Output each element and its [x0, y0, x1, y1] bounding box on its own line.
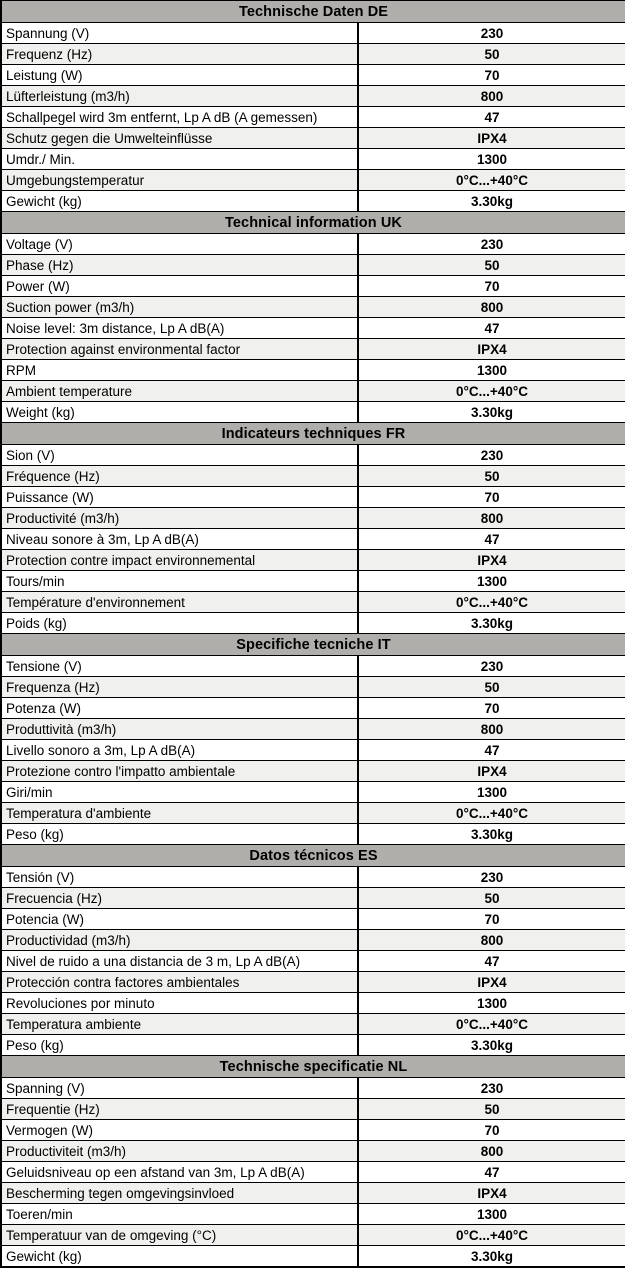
spec-label: Potencia (W): [1, 909, 358, 930]
table-row: [1, 888, 625, 909]
table-row: [1, 677, 625, 698]
spec-label: Frequentie (Hz): [1, 1099, 358, 1120]
table-row: [1, 719, 625, 740]
spec-value: 800: [358, 719, 625, 740]
spec-value: 3.30kg: [358, 191, 625, 212]
table-row: [1, 170, 625, 191]
spec-label: Potenza (W): [1, 698, 358, 719]
table-row: [1, 65, 625, 86]
spec-value: 800: [358, 86, 625, 107]
table-row: [1, 803, 625, 824]
spec-value: 47: [358, 1162, 625, 1183]
spec-label: Spanning (V): [1, 1078, 358, 1099]
spec-label: Peso (kg): [1, 1035, 358, 1056]
table-row: [1, 466, 625, 487]
section-header-row-fr: [1, 423, 625, 445]
spec-label: Tours/min: [1, 571, 358, 592]
section-header-row-de: [1, 1, 625, 23]
table-row: [1, 318, 625, 339]
spec-value: IPX4: [358, 972, 625, 993]
spec-label: Spannung (V): [1, 23, 358, 44]
spec-label: Temperatura d'ambiente: [1, 803, 358, 824]
spec-label: Productivité (m3/h): [1, 508, 358, 529]
table-row: [1, 149, 625, 170]
table-row: [1, 867, 625, 888]
spec-value: 230: [358, 656, 625, 677]
table-row: [1, 44, 625, 65]
spec-value: 47: [358, 318, 625, 339]
section-header-uk: Technical information UK: [1, 212, 625, 234]
table-row: [1, 297, 625, 318]
table-row: [1, 550, 625, 571]
spec-label: Umdr./ Min.: [1, 149, 358, 170]
spec-value: 47: [358, 740, 625, 761]
spec-value: 47: [358, 951, 625, 972]
spec-label: Puissance (W): [1, 487, 358, 508]
spec-value: 1300: [358, 360, 625, 381]
spec-value: 800: [358, 508, 625, 529]
table-row: [1, 86, 625, 107]
spec-label: Productiviteit (m3/h): [1, 1141, 358, 1162]
spec-value: 3.30kg: [358, 824, 625, 845]
spec-value: 1300: [358, 1204, 625, 1225]
spec-value: 1300: [358, 993, 625, 1014]
spec-label: Power (W): [1, 276, 358, 297]
spec-label: Lüfterleistung (m3/h): [1, 86, 358, 107]
spec-label: Frequenza (Hz): [1, 677, 358, 698]
spec-label: Vermogen (W): [1, 1120, 358, 1141]
spec-value: 47: [358, 529, 625, 550]
section-header-es: Datos técnicos ES: [1, 845, 625, 867]
spec-label: Niveau sonore à 3m, Lp A dB(A): [1, 529, 358, 550]
spec-label: Protección contra factores ambientales: [1, 972, 358, 993]
table-row: [1, 571, 625, 592]
spec-label: Ambient temperature: [1, 381, 358, 402]
spec-value: 0°C...+40°C: [358, 1014, 625, 1035]
spec-value: 230: [358, 1078, 625, 1099]
table-row: [1, 1246, 625, 1268]
table-row: [1, 1225, 625, 1246]
spec-label: Umgebungstemperatur: [1, 170, 358, 191]
table-row: [1, 276, 625, 297]
spec-value: 70: [358, 1120, 625, 1141]
table-row: [1, 1035, 625, 1056]
spec-value: 70: [358, 698, 625, 719]
table-row: [1, 255, 625, 276]
spec-label: Frequenz (Hz): [1, 44, 358, 65]
spec-label: Fréquence (Hz): [1, 466, 358, 487]
spec-label: Gewicht (kg): [1, 191, 358, 212]
spec-label: Poids (kg): [1, 613, 358, 634]
spec-value: 3.30kg: [358, 1035, 625, 1056]
spec-label: Geluidsniveau op een afstand van 3m, Lp A dB(A): [1, 1162, 358, 1183]
spec-value: 50: [358, 1099, 625, 1120]
table-row: [1, 782, 625, 803]
spec-label: Giri/min: [1, 782, 358, 803]
spec-value: 800: [358, 297, 625, 318]
spec-value: 1300: [358, 782, 625, 803]
spec-label: Weight (kg): [1, 402, 358, 423]
table-row: [1, 972, 625, 993]
spec-value: 50: [358, 888, 625, 909]
spec-value: 1300: [358, 571, 625, 592]
spec-label: Protection contre impact environnemental: [1, 550, 358, 571]
spec-label: RPM: [1, 360, 358, 381]
table-row: [1, 339, 625, 360]
table-row: [1, 698, 625, 719]
table-row: [1, 993, 625, 1014]
section-header-de: Technische Daten DE: [1, 1, 625, 23]
spec-value: 50: [358, 255, 625, 276]
table-row: [1, 1141, 625, 1162]
table-row: [1, 1162, 625, 1183]
spec-value: 3.30kg: [358, 1246, 625, 1268]
table-row: [1, 951, 625, 972]
spec-value: 0°C...+40°C: [358, 592, 625, 613]
spec-label: Tensión (V): [1, 867, 358, 888]
table-row: [1, 824, 625, 845]
table-row: [1, 402, 625, 423]
spec-label: Nivel de ruido a una distancia de 3 m, Lp A dB(A): [1, 951, 358, 972]
section-header-row-nl: [1, 1056, 625, 1078]
spec-value: IPX4: [358, 339, 625, 360]
spec-value: 0°C...+40°C: [358, 1225, 625, 1246]
section-header-row-uk: [1, 212, 625, 234]
spec-label: Suction power (m3/h): [1, 297, 358, 318]
table-row: [1, 656, 625, 677]
spec-value: IPX4: [358, 550, 625, 571]
table-row: [1, 107, 625, 128]
spec-value: 3.30kg: [358, 613, 625, 634]
table-row: [1, 381, 625, 402]
table-row: [1, 613, 625, 634]
spec-value: 230: [358, 234, 625, 255]
spec-label: Revoluciones por minuto: [1, 993, 358, 1014]
table-row: [1, 909, 625, 930]
table-body: [1, 1, 625, 1268]
table-row: [1, 740, 625, 761]
spec-label: Température d'environnement: [1, 592, 358, 613]
spec-value: 0°C...+40°C: [358, 381, 625, 402]
spec-value: 800: [358, 1141, 625, 1162]
spec-label: Schallpegel wird 3m entfernt, Lp A dB (A gemessen): [1, 107, 358, 128]
spec-value: 230: [358, 445, 625, 466]
spec-value: IPX4: [358, 1183, 625, 1204]
spec-label: Tensione (V): [1, 656, 358, 677]
table-row: [1, 1014, 625, 1035]
table-row: [1, 487, 625, 508]
table-row: [1, 191, 625, 212]
spec-value: 50: [358, 466, 625, 487]
spec-label: Sion (V): [1, 445, 358, 466]
spec-value: 70: [358, 487, 625, 508]
spec-label: Toeren/min: [1, 1204, 358, 1225]
spec-value: IPX4: [358, 128, 625, 149]
spec-value: 70: [358, 276, 625, 297]
spec-value: 1300: [358, 149, 625, 170]
spec-label: Temperatuur van de omgeving (°C): [1, 1225, 358, 1246]
spec-value: 50: [358, 677, 625, 698]
spec-value: 0°C...+40°C: [358, 170, 625, 191]
spec-label: Produttività (m3/h): [1, 719, 358, 740]
spec-value: 0°C...+40°C: [358, 803, 625, 824]
section-header-fr: Indicateurs techniques FR: [1, 423, 625, 445]
table-row: [1, 508, 625, 529]
spec-value: 230: [358, 23, 625, 44]
table-row: [1, 1183, 625, 1204]
table-row: [1, 529, 625, 550]
spec-label: Frecuencia (Hz): [1, 888, 358, 909]
spec-value: 47: [358, 107, 625, 128]
table-row: [1, 1204, 625, 1225]
spec-label: Bescherming tegen omgevingsinvloed: [1, 1183, 358, 1204]
table-row: [1, 23, 625, 44]
spec-value: 230: [358, 867, 625, 888]
spec-label: Productividad (m3/h): [1, 930, 358, 951]
spec-value: IPX4: [358, 761, 625, 782]
spec-label: Noise level: 3m distance, Lp A dB(A): [1, 318, 358, 339]
section-header-it: Specifiche tecniche IT: [1, 634, 625, 656]
spec-label: Voltage (V): [1, 234, 358, 255]
table-row: [1, 761, 625, 782]
spec-value: 70: [358, 65, 625, 86]
spec-label: Protezione contro l'impatto ambientale: [1, 761, 358, 782]
spec-label: Leistung (W): [1, 65, 358, 86]
spec-label: Phase (Hz): [1, 255, 358, 276]
section-header-nl: Technische specificatie NL: [1, 1056, 625, 1078]
spec-value: 800: [358, 930, 625, 951]
table-row: [1, 1078, 625, 1099]
spec-label: Peso (kg): [1, 824, 358, 845]
table-row: [1, 1120, 625, 1141]
spec-value: 3.30kg: [358, 402, 625, 423]
spec-label: Protection against environmental factor: [1, 339, 358, 360]
table-row: [1, 445, 625, 466]
spec-value: 70: [358, 909, 625, 930]
spec-value: 50: [358, 44, 625, 65]
table-row: [1, 1099, 625, 1120]
table-row: [1, 930, 625, 951]
table-row: [1, 360, 625, 381]
spec-label: Temperatura ambiente: [1, 1014, 358, 1035]
section-header-row-es: [1, 845, 625, 867]
table-row: [1, 592, 625, 613]
table-row: [1, 128, 625, 149]
table-row: [1, 234, 625, 255]
spec-label: Gewicht (kg): [1, 1246, 358, 1268]
section-header-row-it: [1, 634, 625, 656]
spec-label: Schutz gegen die Umwelteinflüsse: [1, 128, 358, 149]
spec-label: Livello sonoro a 3m, Lp A dB(A): [1, 740, 358, 761]
